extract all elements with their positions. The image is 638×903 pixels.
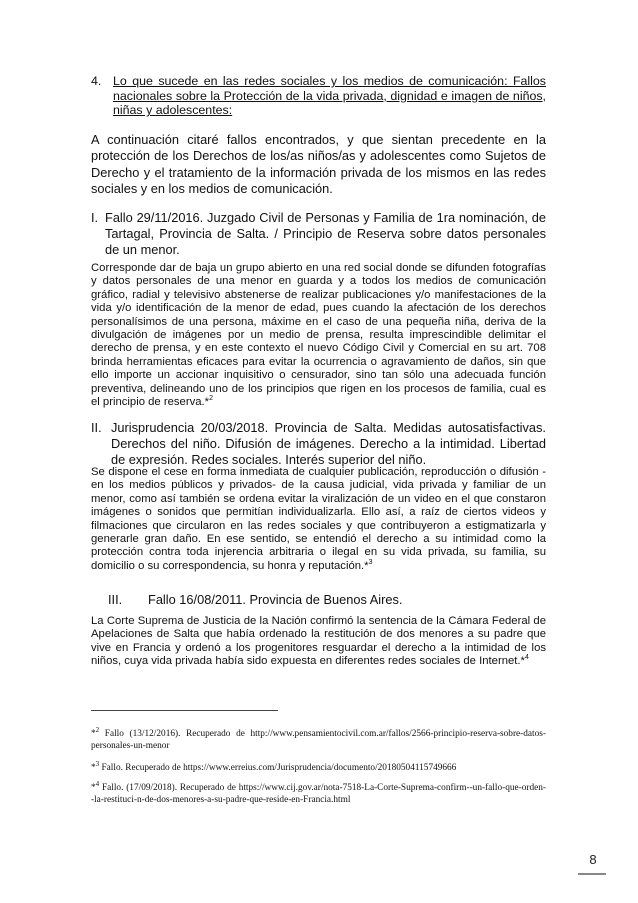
case-number: III. [108, 592, 123, 607]
case-number: I. [91, 210, 99, 225]
case-3-body [91, 615, 546, 669]
page-number-underline [578, 873, 606, 875]
section-number: 4. [91, 74, 102, 88]
footnote-number: 2 [95, 725, 100, 734]
page-number: 8 [589, 852, 597, 867]
footnote-number: 4 [95, 779, 100, 788]
section-title: Lo que sucede en las redes sociales y los medios de comunicación: Fallos nacionales sobre la Protección de la vida privada, dignidad e imagen de niños, niñas y adolescentes: [113, 74, 546, 118]
footnote-ref: 4 [524, 654, 529, 662]
footnote-number: 3 [95, 759, 100, 768]
footnote-mark: * [91, 729, 96, 739]
footnote-2 [91, 725, 546, 752]
case-body-text: Corresponde dar de baja un grupo abierto en una red social donde se difunden fotografías y datos personales de una menor en guarda y a todos los medios de comunicación gráfico, radial y televisivo abstenerse de realizar publicaciones y/o manifestaciones de la vida y/o identificación de la menor de edad, pues cuando la afectación de los derechos personalísimos de una persona, máxime en el caso de una pequeña niña, deriva de la divulgación de imágenes por un medio de prensa, resulta imprescindible delimitar el derecho de prensa, y en este contexto el nuevo Código Civil y Comercial en su art. 708 brinda herramientas eficaces para evitar la ocurrencia o agravamiento de daños, sin que ello importe un accionar inquisitivo o censurador, sino tan sólo una adecuada función preventiva, delineando uno de los principios que rigen en los procesos de familia, cual es el principio de reserva.* [91, 262, 546, 409]
footnote-text: Fallo. (17/09/2018). Recuperado de https://www.cij.gov.ar/nota-7518-La-Corte-Suprema-confirm--un-fallo-que-orden--la-restituci-n-de-dos-menores-a-su-padre-que-reside-en-Francia.html [91, 783, 546, 805]
case-title: Jurisprudencia 20/03/2018. Provincia de Salta. Medidas autosatisfactivas. Derechos del niño. Difusión de imágenes. Derecho a la intimidad. Libertad de expresión. Redes sociales. Interés superior del niño. [111, 420, 546, 467]
section-4-heading [91, 74, 546, 118]
footnote-mark: * [91, 783, 96, 793]
case-body-text: Se dispone el cese en forma inmediata de cualquier publicación, reproducción o difusión -en los medios públicos y privados- de la causa judicial, vida privada y familiar de un menor, como así también se ordena evitar la viralización de un video en el que constaron imágenes o sonidos que permitían individualizarla. Ello así, a raíz de ciertos videos y filmaciones que circularon en las redes sociales y que contribuyeron a estigmatizarla y generarle gran daño. En ese sentido, se entendió el derecho a su intimidad como la protección contra toda injerencia arbitraria o ilegal en su vida privada, su familia, su domicilio o su correspondencia, su honra y reputación.* [91, 466, 546, 572]
case-3-heading [108, 592, 538, 608]
case-title: Fallo 16/08/2011. Provincia de Buenos Aires. [148, 592, 403, 607]
footnote-mark: * [91, 763, 96, 773]
footnote-divider [91, 710, 278, 711]
footnote-ref: 2 [209, 395, 213, 403]
footnote-ref: 3 [368, 559, 373, 567]
case-body-text: La Corte Suprema de Justicia de la Nación confirmó la sentencia de la Cámara Federal de Apelaciones de Salta que había ordenado la restitución de dos menores a su padre que vive en Francia y ordenó a los progenitores resguardar el derecho a la intimidad de los niños, cuya vida privada había sido expuesta en diferentes redes sociales de Internet.* [91, 615, 546, 668]
case-1-heading [91, 210, 546, 257]
footnote-text: Fallo. Recuperado de https://www.erreius.com/Jurisprudencia/documento/20180504115749666 [101, 763, 457, 773]
footnote-4 [91, 779, 546, 806]
case-2-body [91, 466, 546, 573]
case-2-heading [91, 420, 546, 467]
case-title: Fallo 29/11/2016. Juzgado Civil de Personas y Familia de 1ra nominación, de Tartagal, Provincia de Salta. / Principio de Reserva sobre datos personales de un menor. [105, 210, 546, 257]
intro-paragraph: A continuación citaré fallos encontrados, y que sientan precedente en la protección de los Derechos de los/as niños/as y adolescentes como Sujetos de Derecho y el tratamiento de la información privada de los mismos en las redes sociales y en los medios de comunicación. [91, 132, 546, 197]
footnote-text: Fallo (13/12/2016). Recuperado de http://www.pensamientocivil.com.ar/fallos/2566-principio-reserva-sobre-datos-personales-un-menor [91, 729, 546, 751]
footnote-3 [91, 759, 546, 774]
case-number: II. [91, 420, 102, 435]
case-1-body [91, 262, 546, 409]
